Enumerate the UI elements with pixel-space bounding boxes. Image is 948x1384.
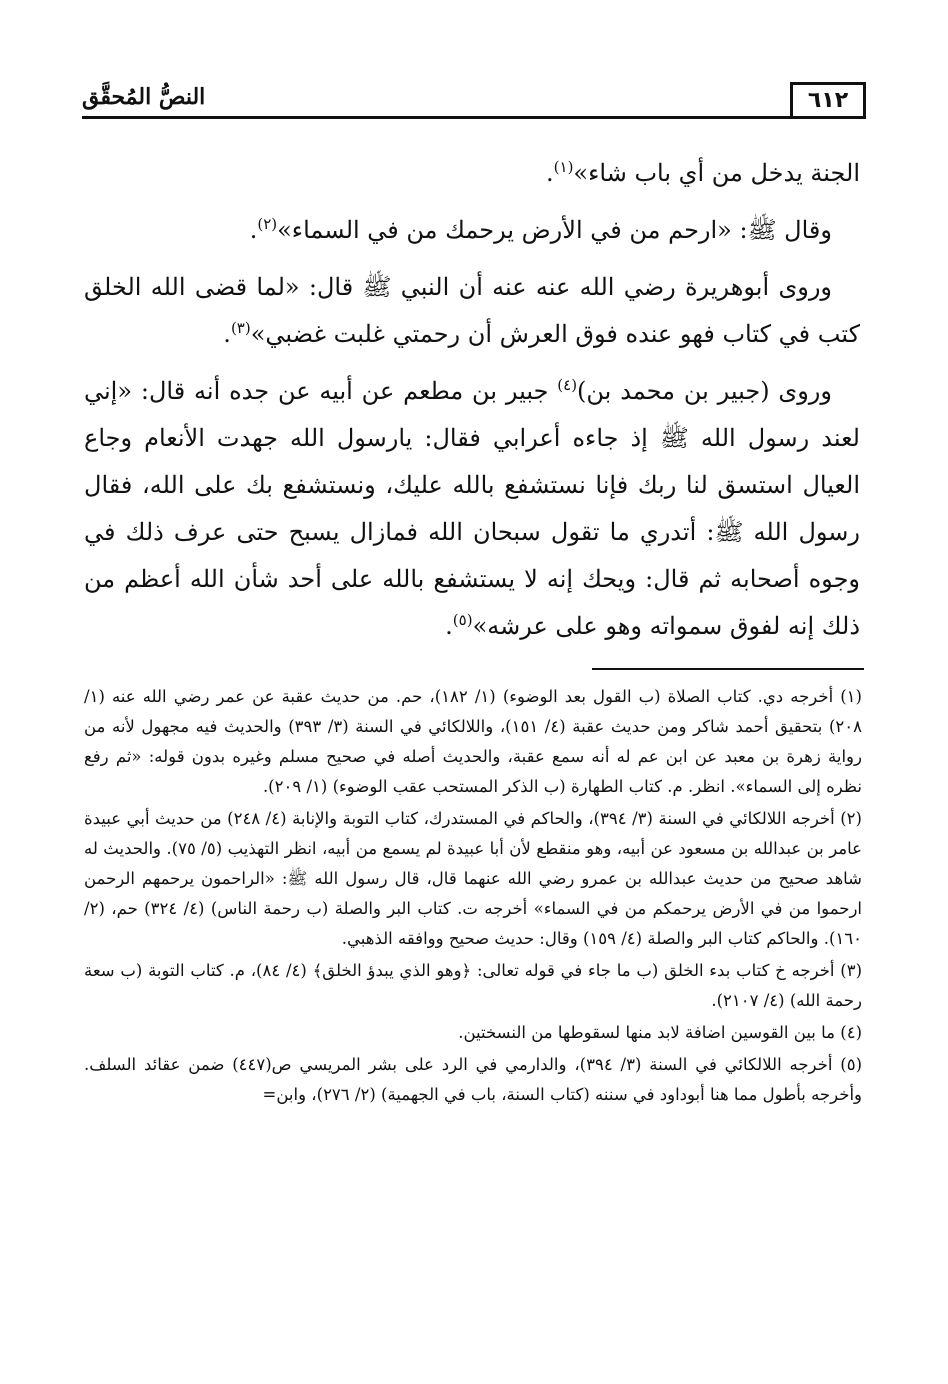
paragraph-1 bbox=[84, 150, 860, 197]
footnote-2: (٢) أخرجه اللالكائي في السنة (٣/ ٣٩٤)، والحاكم في المستدرك، كتاب التوبة والإنابة (٤/ ٢٤٨) من حديث أبي عبيدة عامر بن عبدالله بن مسعود عن أبيه، وهو منقطع لأن أبا عبيدة لم يسمع من أبيه، انظر التهذيب (٥/ ٧٥). والحديث له شاهد صحيح من حديث عبدالله بن عمرو رضي الله عنهما قال، قال رسول الله ﷺ: «الراحمون يرحمهم الرحمن ارحموا من في الأرض يرحمكم من في السماء» أخرجه ت. كتاب البر والصلة (ب رحمة الناس) (٤/ ٣٢٤) حم، (٢/ ١٦٠). والحاكم كتاب البر والصلة (٤/ ١٥٩) وقال: حديث صحيح ووافقه الذهبي. bbox=[84, 809, 863, 948]
footnote-ref-5[interactable]: (٥) bbox=[452, 611, 473, 629]
paragraph-text: جبير بن مطعم عن أبيه عن جده أنه قال: «إني لعند رسول الله ﷺ إذ جاءه أعرابي فقال: يارسول الله جهدت الأنعام وجاع العيال استسق لنا ربك فإنا نستشفع بالله عليك، ونستشفع بك على الله، فقال رسول الله ﷺ: أتدري ما تقول سبحان الله فمازال يسبح حتى عرف ذلك في وجوه أصحابه ثم قال: ويحك إنه لا يستشفع بالله على أحد شأن الله أعظم من ذلك إنه لفوق سمواته وهو على عرشه» bbox=[84, 377, 860, 640]
paragraph-tail: . bbox=[445, 612, 453, 640]
main-text bbox=[84, 150, 860, 650]
footnote-ref-4[interactable]: (٤) bbox=[557, 376, 578, 394]
paragraph-2 bbox=[84, 207, 860, 254]
page-header bbox=[82, 68, 866, 126]
footnote-separator bbox=[592, 668, 864, 670]
page-number: ٦١٢ bbox=[790, 82, 866, 118]
paragraph-4 bbox=[84, 368, 860, 650]
paragraph-tail: . bbox=[223, 320, 231, 348]
paragraph-tail: . bbox=[249, 216, 258, 244]
footnote-3: (٣) أخرجه خ كتاب بدء الخلق (ب ما جاء في قوله تعالى: ﴿وهو الذي يبدؤ الخلق﴾ (٤/ ٨٤)، م. كتاب التوبة (ب سعة رحمة الله) (٤/ ٢١٠٧). bbox=[84, 961, 862, 1010]
footnote-ref-1[interactable]: (١) bbox=[553, 158, 574, 176]
paragraph-text: وقال ﷺ: «ارحم من في الأرض يرحمك من في السماء» bbox=[277, 216, 832, 244]
paragraph-tail: . bbox=[546, 159, 554, 187]
footnote-1: (١) أخرجه دي. كتاب الصلاة (ب القول بعد الوضوء) (١/ ١٨٢)، حم. من حديث عقبة عن عمر رضي الله عنه (١/ ٢٠٨) بتحقيق أحمد شاكر ومن حديث عقبة (٤/ ١٥١)، واللالكائي في السنة (٣/ ٣٩٣) والحديث فيه مجهول لأنه من رواية زهرة بن معبد عن ابن عم له أنه سمع عقبة، والحديث أصله في صحيح مسلم وغيره بدون قوله: «ثم رفع نظره إلى السماء». انظر. م. كتاب الطهارة (ب الذكر المستحب عقب الوضوء) (١/ ٢٠٩). bbox=[84, 687, 862, 796]
paragraph-text-start: وروى (جبير بن محمد بن) bbox=[577, 377, 832, 405]
header-rule bbox=[82, 116, 866, 119]
running-title: النصُّ المُحقَّق bbox=[82, 84, 206, 110]
footnote-4: (٤) ما بين القوسين اضافة لابد منها لسقوطها من النسختين. bbox=[458, 1023, 862, 1042]
footnotes bbox=[84, 682, 862, 1112]
footnote-ref-3[interactable]: (٣) bbox=[230, 319, 251, 337]
footnote-ref-2[interactable]: (٢) bbox=[257, 215, 278, 233]
footnote-5: (٥) أخرجه اللالكائي في السنة (٣/ ٣٩٤)، والدارمي في الرد على بشر المريسي ص(٤٤٧) ضمن عقائد السلف. وأخرجه بأطول مما هنا أبوداود في سننه (كتاب السنة، باب في الجهمية) (٢/ ٢٧٦)، وابن= bbox=[84, 1055, 862, 1104]
paragraph-text: الجنة يدخل من أي باب شاء» bbox=[573, 159, 860, 187]
paragraph-3 bbox=[84, 264, 860, 358]
paragraph-text: وروى أبوهريرة رضي الله عنه عنه أن النبي ﷺ قال: «لما قضى الله الخلق كتب في كتاب فهو عنده فوق العرش أن رحمتي غلبت غضبي» bbox=[84, 273, 860, 348]
